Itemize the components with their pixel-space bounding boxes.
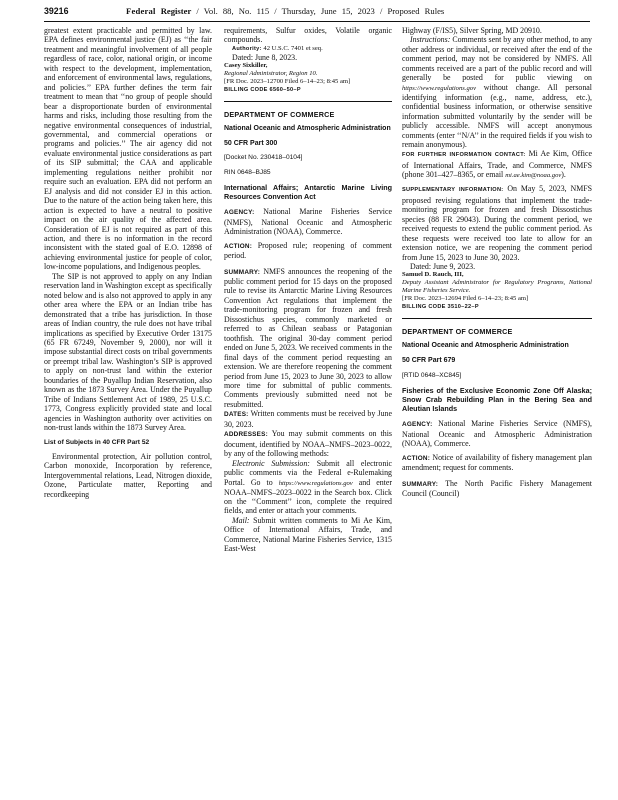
agency-heading: National Oceanic and Atmospheric Administration — [402, 342, 569, 350]
address-continuation: Highway (F/IS5), Silver Spring, MD 20910. — [402, 26, 542, 35]
dates-paragraph: DATES: Written comments must be received by June 30, 2023. — [224, 409, 392, 429]
billing-code: BILLING CODE 6560–50–P — [224, 87, 301, 94]
subjects-continuation: requirements, Sulfur oxides, Volatile organic compounds. — [224, 26, 392, 45]
header-volume-info: / Vol. 88, No. 115 / Thursday, June 15, 2023 / Proposed Rules — [196, 6, 445, 16]
dated-line: Dated: June 8, 2023. — [232, 52, 298, 62]
document-title: Fisheries of the Exclusive Economic Zone Off Alaska; Snow Crab Rebuilding Plan in the Bering Sea and Aleutian Islands — [402, 385, 592, 414]
rtid-number: [RTID 0648–XC845] — [402, 371, 462, 379]
sip-paragraph: The SIP is not approved to apply on any Indian reservation land in Washington except as specifically noted below and is also not approved to apply in any other area where the EPA or an Indian tribe has demonstrated that a tribe has jurisdiction. In those areas of Indian country, the rule does not have tribal implications as specified by Executive Order 13175 (65 FR 67249, November 9, 2000), nor will it impose substantial direct costs on tribal governments or preempt tribal law. Washington’s SIP is approved to apply on non-trust land within the exterior boundaries of the Puyallup Indian Reservation, also known as the 1873 Survey Area. Under the Puyallup Tribe of Indians Settlement Act of 1989, 25 U.S.C. 1773, Congress explicitly provided state and local agencies in Washington authority over activities on non-trust lands within the 1873 Survey Area. — [44, 271, 212, 433]
ej-paragraph: greatest extent practicable and permitted by law. EPA defines environmental justice (EJ) as ‘‘the fair treatment and meaningful involvement of all people regardless of race, color, national origin, or income with respect to the development, implementation, and enforcement of environmental laws, regulations, and policies.’’ EPA further defines the term fair treatment to mean that ‘‘no group of people should bear a disproportionate burden of environmental harms and risks, including those resulting from the negative environmental consequences of industrial, governmental, and commercial operations or programs and policies.’’ The air agency did not evaluate environmental justice considerations as part of its SIP submittal; the CAA and applicable implementing regulations neither prohibit nor require such an evaluation. EPA did not perform an EJ analysis and did not consider EJ in this action. Due to the nature of the action being taken here, this action is expected to have a neutral to positive impact on the air quality of the affected area. Consideration of EJ is not required as part of this action, and there is no information in the record inconsistent with the stated goal of E.O. 12898 of achieving environmental justice for people of color, low-income populations, and Indigenous peoples. — [44, 26, 212, 272]
mail-paragraph: Mail: Submit written comments to Mi Ae Kim, Office of International Affairs, Trade, and Commerce, National Marine Fisheries Service, 1315 East-West — [224, 515, 392, 554]
header-federal: Federal — [126, 6, 156, 16]
fr-doc-line: [FR Doc. 2023–12700 Filed 6–14–23; 8:45 am] — [224, 78, 351, 86]
authority-label: Authority: — [232, 45, 262, 52]
list-of-subjects-heading: List of Subjects in 40 CFR Part 52 — [44, 439, 150, 447]
header-rule — [44, 21, 590, 22]
section-divider — [224, 101, 392, 102]
agency-paragraph: AGENCY: National Marine Fisheries Service (NMFS), National Oceanic and Atmospheric Administration (NOAA), Commerce. — [224, 207, 392, 237]
action-paragraph: ACTION: Notice of availability of fishery management plan amendment; request for comments. — [402, 452, 592, 473]
summary-paragraph: SUMMARY: NMFS announces the reopening of the public comment period for 15 days on the proposed rule to revise its Antarctic Marine Living Resources Convention Act regulations that implement the trade-monitoring program for frozen and fresh Dissostichus species, commonly marketed or referred to as Chilean seabass or Patagonian toothfish. The original 30-day comment period ended on June 5, 2023. We received comments in the final days of the comment period requesting an extension. We are therefore reopening the comment period from June 15, 2023 to June 30, 2023 to allow more time for submittal of public comments. Comments previously submitted need not be resubmitted. — [224, 266, 392, 409]
signer-name: Casey Sixkiller, — [224, 62, 268, 70]
authority-line — [224, 45, 392, 53]
dated-line: Dated: June 9, 2023. — [410, 261, 476, 271]
instructions-paragraph: Instructions: Comments sent by any other method, to any other address or individual, or received after the end of the comment period, may not be considered by NMFS. All comments received are a part of the public record and will generally be posted for public viewing on https://www.regulations.gov without change. All personal identifying information (e.g., name, address, etc.), confidential business information, or otherwise sensitive information submitted voluntarily by the sender will be publicly accessible. NMFS will accept anonymous comments (enter ‘‘N/A’’ in the required fields if you wish to remain anonymous). — [402, 35, 592, 149]
section-divider — [402, 318, 592, 319]
document-title: International Affairs; Antarctic Marine Living Resources Convention Act — [224, 182, 392, 202]
subjects-paragraph: Environmental protection, Air pollution control, Carbon monoxide, Incorporation by reference, Intergovernmental relations, Lead, Nitrogen dioxide, Ozone, Particulate matter, Reporting and recordkeeping — [44, 451, 212, 499]
header-register: Register — [160, 6, 192, 16]
column-1 — [44, 26, 212, 499]
summary-paragraph: SUMMARY: The North Pacific Fishery Management Council (Council) — [402, 478, 592, 499]
contact-paragraph: FOR FURTHER INFORMATION CONTACT: Mi Ae Kim, Office of International Affairs, Trade, and Commerce, NMFS (phone 301–427–8365, or email mi.ae.kim@noaa.gov). — [402, 149, 592, 180]
regulations-link[interactable]: https://www.regulations.gov — [402, 84, 476, 92]
header-publication-line — [126, 6, 444, 16]
page-number: 39216 — [44, 6, 69, 16]
addresses-paragraph: ADDRESSES: You may submit comments on this document, identified by NOAA–NMFS–2023–0022, by any of the following methods: — [224, 429, 392, 459]
fr-doc-line: [FR Doc. 2023–12694 Filed 6–14–23; 8:45 am] — [402, 295, 529, 303]
signer-title: Deputy Assistant Administrator for Regulatory Programs, National Marine Fisheries Service. — [402, 279, 592, 295]
billing-code: BILLING CODE 3510–22–P — [402, 304, 479, 311]
supplementary-paragraph: SUPPLEMENTARY INFORMATION: On May 5, 2023, NMFS proposed revising regulations that implement the trade-monitoring program for frozen and fresh Dissostichus species (88 FR 29043). During the comment period, we received requests to extend the public comment period. As these requests were received too late to allow for an extension notice, we are reopening the comment period from June 15, 2023 to June 30, 2023. — [402, 184, 592, 262]
signer-title: Regional Administrator, Region 10. — [224, 70, 318, 78]
column-2 — [224, 26, 392, 554]
cfr-part: 50 CFR Part 300 — [224, 139, 278, 147]
signer-name: Samuel D. Rauch, III, — [402, 271, 464, 279]
department-heading: DEPARTMENT OF COMMERCE — [224, 109, 335, 119]
regulations-link[interactable]: https://www.regulations.gov — [278, 479, 353, 487]
rin-number: RIN 0648–BJ85 — [224, 168, 271, 176]
authority-text: 42 U.S.C. 7401 et seq. — [263, 44, 323, 52]
email-link[interactable]: mi.ae.kim@noaa.gov — [505, 172, 562, 180]
running-header — [44, 6, 590, 20]
cfr-part: 50 CFR Part 679 — [402, 356, 456, 364]
action-paragraph: ACTION: Proposed rule; reopening of comment period. — [224, 240, 392, 261]
agency-paragraph: AGENCY: National Marine Fisheries Service (NMFS), National Oceanic and Atmospheric Administration (NOAA), Commerce. — [402, 419, 593, 449]
column-3 — [402, 26, 592, 499]
agency-heading: National Oceanic and Atmospheric Administration — [224, 125, 391, 133]
docket-number: [Docket No. 230418–0104] — [224, 154, 303, 162]
department-heading: DEPARTMENT OF COMMERCE — [402, 326, 513, 336]
electronic-submission-paragraph: Electronic Submission: Submit all electronic public comments via the Federal e-Rulemaking Portal. Go to https://www.regulations.gov and enter NOAA–NMFS–2023–0022 in the Search box. Click on the ‘‘Comment’’ icon, complete the required fields, and enter or attach your comments. — [224, 458, 392, 516]
